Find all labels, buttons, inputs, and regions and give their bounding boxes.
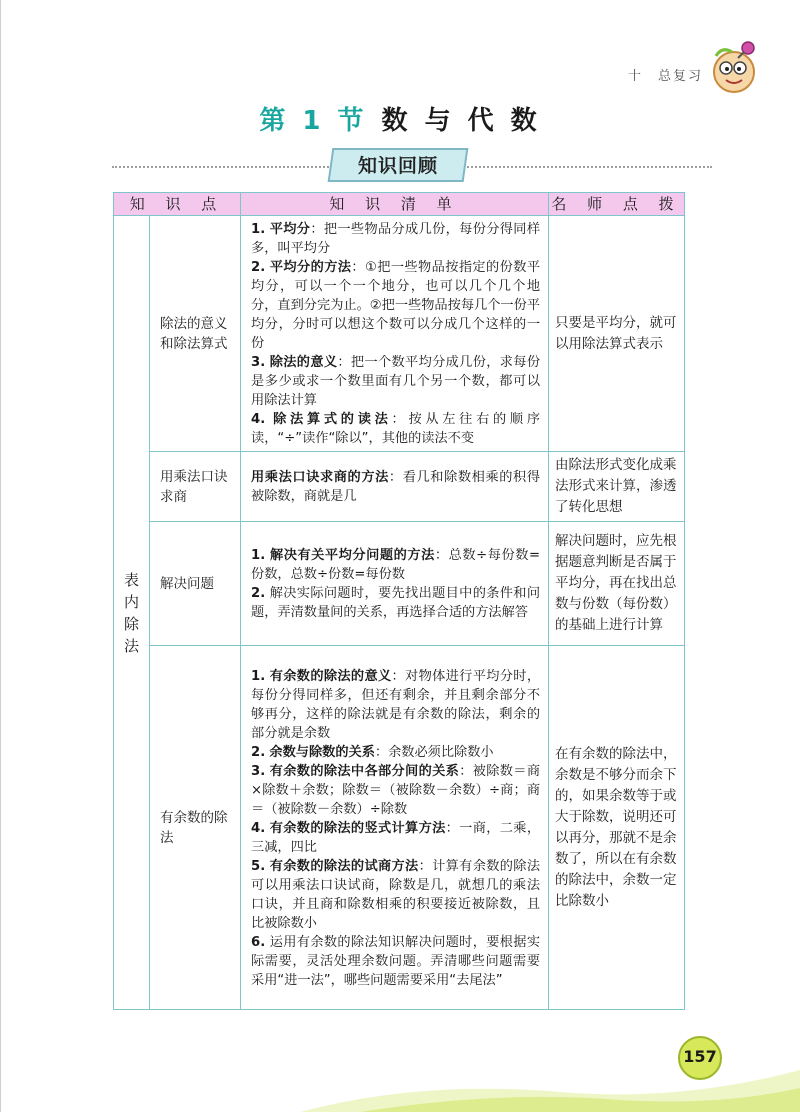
list-item: [251, 220, 540, 258]
item-number: 3.: [251, 763, 266, 779]
topic-label: 用乘法口诀求商: [160, 468, 228, 505]
list-item: [251, 546, 540, 584]
tip-cell: [549, 522, 685, 646]
item-title: 平均分: [269, 222, 311, 237]
table-row: [114, 216, 685, 452]
item-number: 1.: [251, 668, 266, 684]
item-title: 有余数的除法的试商方法: [269, 858, 419, 874]
list-item: [251, 468, 540, 506]
category-cell: [114, 216, 150, 1010]
item-title: 有余数的除法中各部分间的关系: [269, 763, 460, 779]
topic-cell: [150, 452, 241, 522]
list-item: [251, 857, 540, 933]
content-cell: [241, 452, 549, 522]
tip-text: 由除法形式变化成乘法形式来计算，渗透了转化思想: [555, 457, 677, 515]
topic-label: 除法的意义和除法算式: [160, 315, 228, 352]
table-row: [114, 452, 685, 522]
item-text: ：把一个数平均分成几份，求每份是多少或求一个数里面有几个另一个数，都可以用除法计算: [251, 355, 541, 408]
item-text: ：一商，二乘，三减，四比: [251, 820, 541, 855]
item-number: 2.: [251, 586, 266, 601]
item-text: ：①把一些物品按指定的份数平均分，可以一个一个地分，也可以几个几个地分，直到分完为止。②把一些物品按每几个一份平均分，分时可以想这个数可以分成几个这样的一份: [251, 260, 541, 351]
knowledge-table: [113, 192, 685, 1010]
list-item: [251, 258, 540, 353]
item-number: 1.: [251, 222, 266, 237]
item-text: ：被除数＝商×除数＋余数；除数＝（被除数－余数）÷商；商＝（被除数－余数）÷除数: [251, 763, 541, 817]
content-cell: [241, 216, 549, 452]
item-title: 平均分的方法: [269, 260, 352, 275]
item-number: 3.: [251, 355, 266, 370]
tip-cell: [549, 452, 685, 522]
list-item: [251, 353, 540, 410]
tip-text: 在有余数的除法中，余数是不够分而余下的，如果余数等于或大于除数，说明还可以再分，那就不是余数了，所以在有余数的除法中，余数一定比除数小: [555, 745, 677, 909]
table-row: [114, 646, 685, 1010]
item-text: 解决实际问题时，要先找出题目中的条件和问题，弄清数量间的关系，再选择合适的方法解答: [251, 586, 541, 620]
item-number: 4.: [251, 412, 266, 427]
topic-cell: [150, 522, 241, 646]
content-cell: [241, 646, 549, 1010]
item-number: 2.: [251, 744, 266, 760]
item-title: 解决有关平均分问题的方法: [269, 548, 435, 563]
list-item: [251, 410, 540, 448]
tip-cell: [549, 646, 685, 1010]
content-cell: [241, 522, 549, 646]
item-title: 余数与除数的关系: [269, 744, 375, 760]
tip-cell: [549, 216, 685, 452]
item-title: 除法的意义: [269, 355, 338, 370]
footer-wave: [300, 1040, 800, 1112]
item-text: ：把一些物品分成几份，每份分得同样多，叫平均分: [251, 222, 541, 256]
section-title: [0, 100, 800, 137]
list-item: [251, 933, 540, 990]
list-item: [251, 819, 540, 857]
category-label: 表内除法: [123, 570, 139, 655]
list-item: [251, 762, 540, 819]
item-text: 运用有余数的除法知识解决问题时，要根据实际需要，灵活处理余数问题。弄清哪些问题需要采用“进一法”，哪些问题需要采用“去尾法”: [251, 934, 541, 988]
col-header-point: 知 识 点: [114, 193, 241, 216]
item-text: ：余数必须比除数小: [374, 744, 494, 760]
topic-cell: [150, 216, 241, 452]
topic-cell: [150, 646, 241, 1010]
item-number: 1.: [251, 548, 266, 563]
item-title: 有余数的除法的意义: [269, 668, 392, 684]
list-item: [251, 743, 540, 762]
item-text: ：看几和除数相乘的积得被除数，商就是几: [251, 470, 541, 504]
section-number: 第 1 节: [259, 106, 368, 136]
item-number: 5.: [251, 858, 266, 874]
topic-label: 有余数的除法: [160, 809, 228, 846]
item-number: 6.: [251, 934, 266, 950]
table-header-row: [114, 193, 685, 216]
col-header-content: 知 识 清 单: [241, 193, 549, 216]
item-title: 除法算式的读法: [273, 412, 392, 427]
list-item: [251, 667, 540, 743]
list-item: [251, 584, 540, 622]
item-number: 2.: [251, 260, 266, 275]
tip-text: 解决问题时，应先根据题意判断是否属于平均分，再在找出总数与份数（每份数）的基础上进行计算: [555, 533, 677, 633]
item-title: 用乘法口诀求商的方法: [251, 470, 389, 485]
running-head: 十 总复习: [628, 69, 704, 84]
item-text: ：计算有余数的除法可以用乘法口诀试商，除数是几，就想几的乘法口诀，并且商和除数相乘的积要接近被除数，且比被除数小: [251, 858, 541, 931]
col-header-tips: 名 师 点 拨: [549, 193, 685, 216]
item-text: ：按从左往右的顺序读，“÷”读作“除以”，其他的读法不变: [251, 412, 541, 446]
topic-label: 解决问题: [160, 575, 214, 592]
item-number: 4.: [251, 820, 266, 836]
table-row: [114, 522, 685, 646]
page-number: 157: [683, 1047, 717, 1066]
banner-label: 知识回顾: [357, 155, 438, 177]
item-title: 有余数的除法的竖式计算方法: [269, 820, 446, 836]
tip-text: 只要是平均分，就可以用除法算式表示: [555, 314, 677, 352]
item-text: ：总数÷每份数=份数，总数÷份数=每份数: [251, 548, 541, 582]
section-banner: [330, 148, 466, 182]
section-heading: 数 与 代 数: [381, 106, 541, 136]
item-text: ：对物体进行平均分时，每份分得同样多，但还有剩余，并且剩余部分不够再分，这样的除法就是有余数的除法，剩余的部分就是余数: [251, 668, 541, 741]
mascot-icon: [704, 38, 760, 94]
